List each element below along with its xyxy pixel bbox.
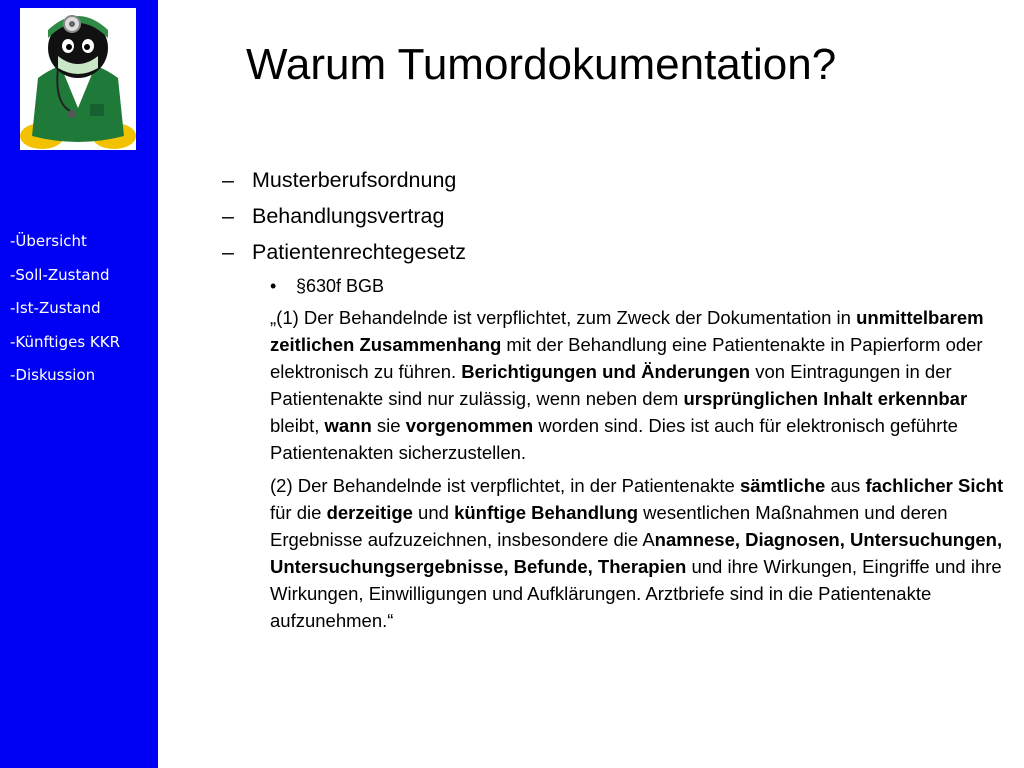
text-run: und ihre Wirkungen, Eingriffe und ihre Wirkungen, Einwilligungen und Aufklärungen. Arztbriefe sind in die Patientenakte aufzunehmen.“ — [270, 556, 1002, 631]
nav-item-uebersicht[interactable]: -Übersicht — [10, 232, 87, 250]
list-item — [222, 166, 1022, 202]
dash-marker: – — [222, 168, 234, 192]
penguin-doctor-logo — [20, 8, 136, 150]
text-run: und — [412, 502, 455, 523]
text-run: von Eintragungen in der Patientenakte sind nur zulässig, wenn neben dem — [270, 361, 952, 409]
text-run: sie — [371, 415, 406, 436]
sub-list-item — [270, 274, 1024, 304]
text-run: (2) Der Behandelnde ist verpflichtet, in der Patientenakte — [270, 475, 740, 496]
emphasized-text: ursprünglichen Inhalt erkennbar — [683, 388, 968, 409]
page-title: Warum Tumordokumentation? — [246, 40, 837, 89]
sidebar — [0, 0, 158, 768]
list-item-text: Patientenrechtegesetz — [252, 240, 466, 264]
text-run: worden sind. Dies ist auch für elektronisch geführte Patientenakten sicherzustellen. — [270, 415, 958, 463]
slide-content — [222, 166, 1022, 634]
nav-item-ist-zustand[interactable]: -Ist-Zustand — [10, 299, 101, 317]
bullet-icon: • — [270, 276, 277, 296]
dash-marker: – — [222, 204, 234, 228]
quote-paragraph-2 — [270, 472, 1015, 634]
emphasized-text: Berichtigungen und Änderungen — [461, 361, 751, 382]
list-item — [222, 202, 1022, 238]
emphasized-text: künftige Behandlung — [454, 502, 639, 523]
emphasized-text: namnese, Diagnosen, Untersuchungen, Untersuchungsergebnisse, Befunde, Therapien — [270, 529, 1003, 577]
text-run: wesentlichen Maßnahmen und deren Ergebnisse aufzuzeichnen, insbesondere die A — [270, 502, 948, 550]
list-item-text: Behandlungsvertrag — [252, 204, 445, 228]
emphasized-text: unmittelbarem zeitlichen Zusammenhang — [270, 307, 984, 355]
list-item — [222, 238, 1022, 274]
law-quote — [270, 304, 1015, 634]
text-run: aus — [825, 475, 866, 496]
text-run: „(1) Der Behandelnde ist verpflichtet, zum Zweck der Dokumentation in — [270, 307, 857, 328]
text-run: mit der Behandlung eine Patientenakte in Papierform oder elektronisch zu führen. — [270, 334, 983, 382]
sub-list-item-text: §630f BGB — [296, 276, 385, 296]
list-item-text: Musterberufsordnung — [252, 168, 457, 192]
emphasized-text: fachlicher Sicht — [865, 475, 1004, 496]
text-run: bleibt, — [270, 415, 325, 436]
nav-item-diskussion[interactable]: -Diskussion — [10, 366, 96, 384]
nav-item-kuenftiges-kkr[interactable]: -Künftiges KKR — [10, 332, 121, 351]
quote-paragraph-1 — [270, 304, 1015, 466]
emphasized-text: sämtliche — [739, 475, 826, 496]
nav-list — [10, 230, 120, 398]
dash-marker: – — [222, 240, 234, 264]
nav-item-soll-zustand[interactable]: -Soll-Zustand — [10, 265, 110, 284]
emphasized-text: derzeitige — [326, 502, 413, 523]
emphasized-text: wann — [324, 415, 372, 436]
emphasized-text: vorgenommen — [405, 415, 534, 436]
text-run: für die — [270, 502, 327, 523]
